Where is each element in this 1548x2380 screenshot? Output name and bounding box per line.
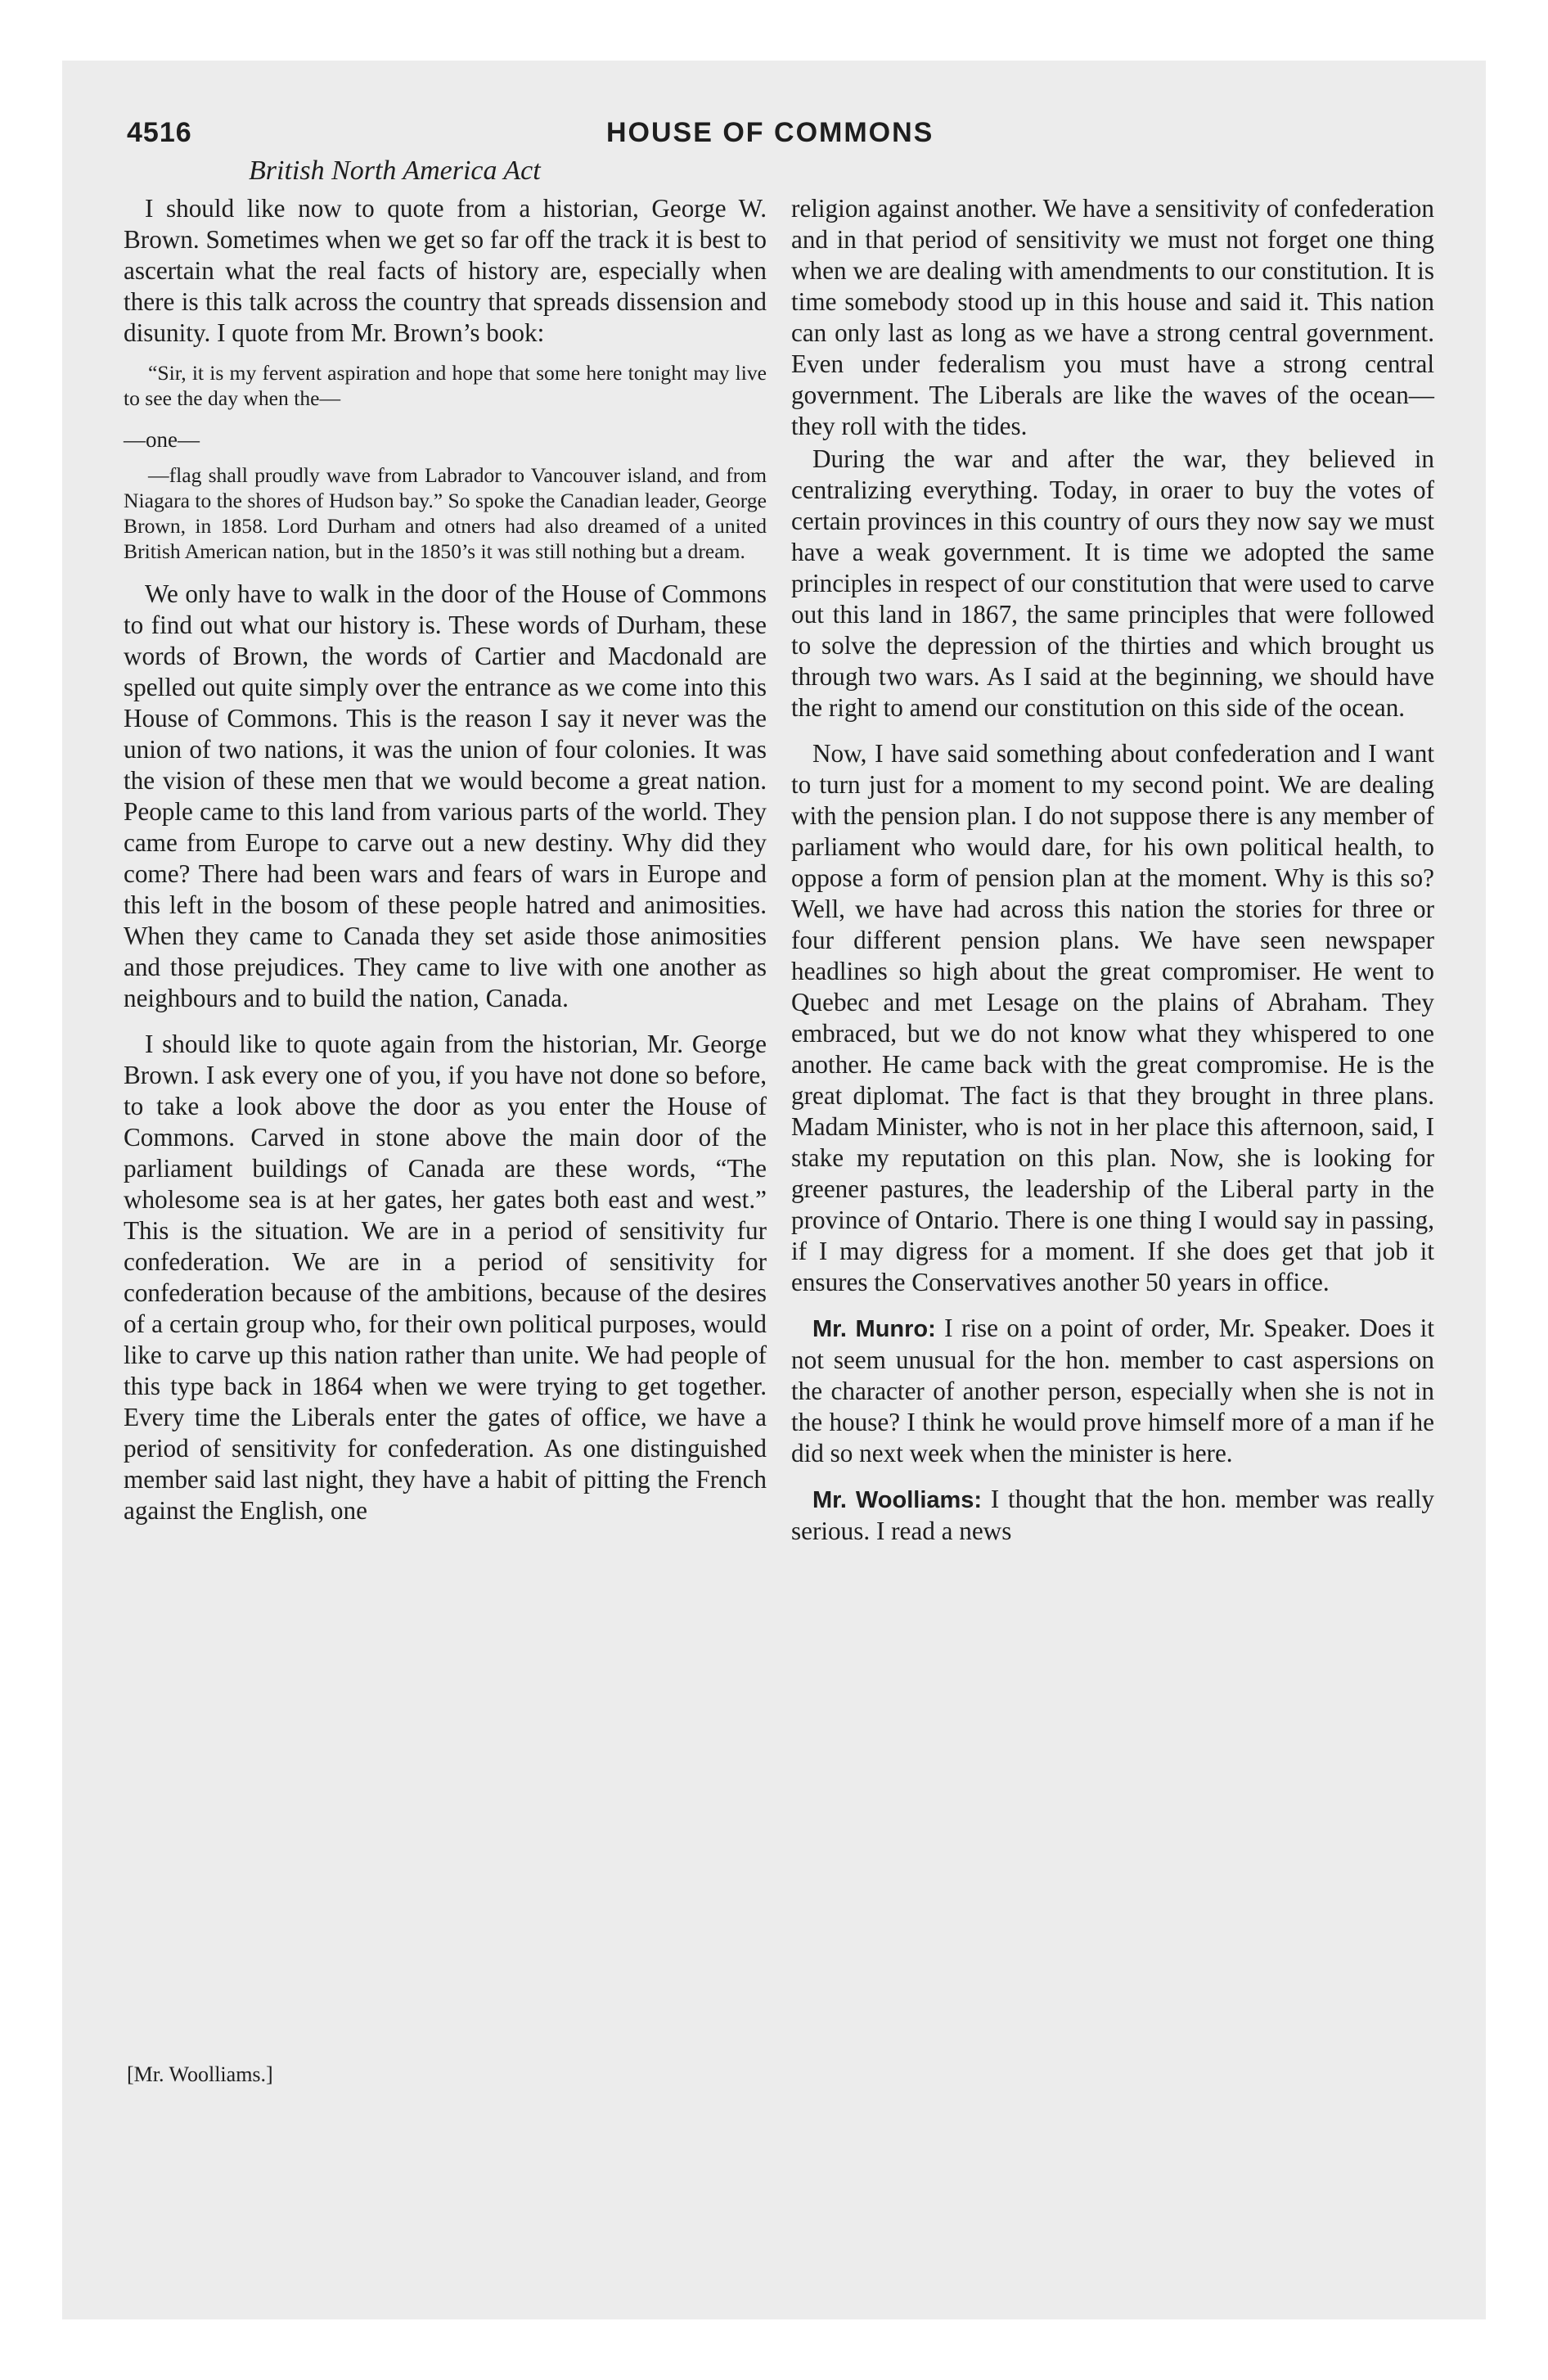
left-column — [124, 193, 767, 1526]
quote-block-1: “Sir, it is my fervent aspiration and hope that some here tonight may live to see the day when the— — [124, 361, 767, 410]
right-paragraph-3: Now, I have said something about confederation and I want to turn just for a moment to my second point. We are dealing with the pension plan. I do not suppose there is any member of parliament who would dare, for his own political health, to oppose a form of pension plan at the moment. Why is this so? Well, we have had across this nation the stories for three or four different pension plans. We have seen newspaper headlines so high about the great compromiser. He went to Quebec and met Lesage on the plains of Abraham. They embraced, but we do not know what they whispered to one another. He came back with the great compromise. He is the great diplomat. The fact is that they brought in three plans. Madam Minister, who is not in her place this afternoon, said, I stake my reputation on this plan. Now, she is looking for greener pastures, the leadership of the Liberal party in the province of Ontario. There is one thing I would say in passing, if I may digress for a moment. If she does get that job it ensures the Conservatives another 50 years in office. — [791, 739, 1434, 1296]
quote-block-2: —flag shall proudly wave from Labrador to Vancouver island, and from Niagara to the shores of Hudson bay.” So spoke the Canadian leader, George Brown, in 1858. Lord Durham and otners had also dreamed of a united British American nation, but in the 1850’s it was still nothing but a dream. — [124, 463, 767, 563]
speech-munro — [791, 1313, 1434, 1469]
speaker-name: Mr. Munro: — [812, 1316, 936, 1342]
footer-speaker-note: [Mr. Woolliams.] — [127, 2062, 273, 2086]
section-title: British North America Act — [249, 156, 541, 186]
right-paragraph-1: religion against another. We have a sensitivity of confederation and in that period of sensitivity we must not forget one thing when we are dealing with amendments to our constitution. It is time somebody stood up in this house and said it. This nation can only last as long as we have a strong central government. Even under federalism you must have a strong central government. The Liberals are like the waves of the ocean—they roll with the tides. — [791, 194, 1434, 440]
left-paragraph-1: I should like now to quote from a historian, George W. Brown. Sometimes when we get so far off the track it is best to ascertain what the real facts of history are, especially when there is this talk across the country that spreads dissension and disunity. I quote from Mr. Brown’s book: — [124, 194, 767, 347]
left-paragraph-3: I should like to quote again from the historian, Mr. George Brown. I ask every one of you, if you have not done so before, to take a look above the door as you enter the House of Commons. Carved in stone above the main door of the parliament buildings of Canada are these words, “The wholesome sea is at her gates, her gates both east and west.” This is the situation. We are in a period of sensitivity fur confederation. We are in a period of sensitivity for confederation because of the ambitions, because of the desires of a certain group who, for their own political purposes, would like to carve up this nation rather than unite. We had people of this type back in 1864 when we were trying to get together. Every time the Liberals enter the gates of office, we have a period of sensitivity for confederation. As one distinguished member said last night, they have a habit of pitting the French against the English, one — [124, 1030, 767, 1525]
speech-text: I rise on a point of order, Mr. Speaker. Does it not seem unusual for the hon. member to cast aspersions on the character of another person, especially when she is not in the house? I think he would prove himself more of a man if he did so next week when the minister is here. — [791, 1314, 1435, 1467]
left-paragraph-2: We only have to walk in the door of the House of Commons to find out what our history is. These words of Durham, these words of Brown, the words of Cartier and Macdonald are spelled out quite simply over the entrance as we come into this House of Commons. This is the reason I say it never was the union of two nations, it was the union of four colonies. It was the vision of these men that we would become a great nation. People came to this land from various parts of the world. They came from Europe to carve out a new destiny. Why did they come? There had been wars and fears of wars in Europe and this left in the bosom of these people hatred and animosities. When they came to Canada they set aside those animosities and those prejudices. They came to live with one another as neighbours and to build the nation, Canada. — [124, 579, 767, 1012]
speech-woolliams — [791, 1484, 1434, 1547]
right-column — [791, 193, 1434, 1547]
speech-text: I thought that the hon. member was really serious. I read a news — [791, 1485, 1434, 1545]
quote-interjection: —one— — [124, 427, 200, 452]
page-number: 4516 — [127, 117, 192, 148]
running-head: HOUSE OF COMMONS — [606, 117, 934, 148]
right-paragraph-2: During the war and after the war, they believed in centralizing everything. Today, in oraer to buy the votes of certain provinces in this country of ours they now say we must have a weak government. It is time we adopted the same principles in respect of our constitution that were used to carve out this land in 1867, the same principles that were followed to solve the depression of the thirties and which brought us through two wars. As I said at the beginning, we should have the right to amend our constitution on this side of the ocean. — [791, 444, 1434, 722]
speaker-name: Mr. Woolliams: — [812, 1487, 983, 1513]
